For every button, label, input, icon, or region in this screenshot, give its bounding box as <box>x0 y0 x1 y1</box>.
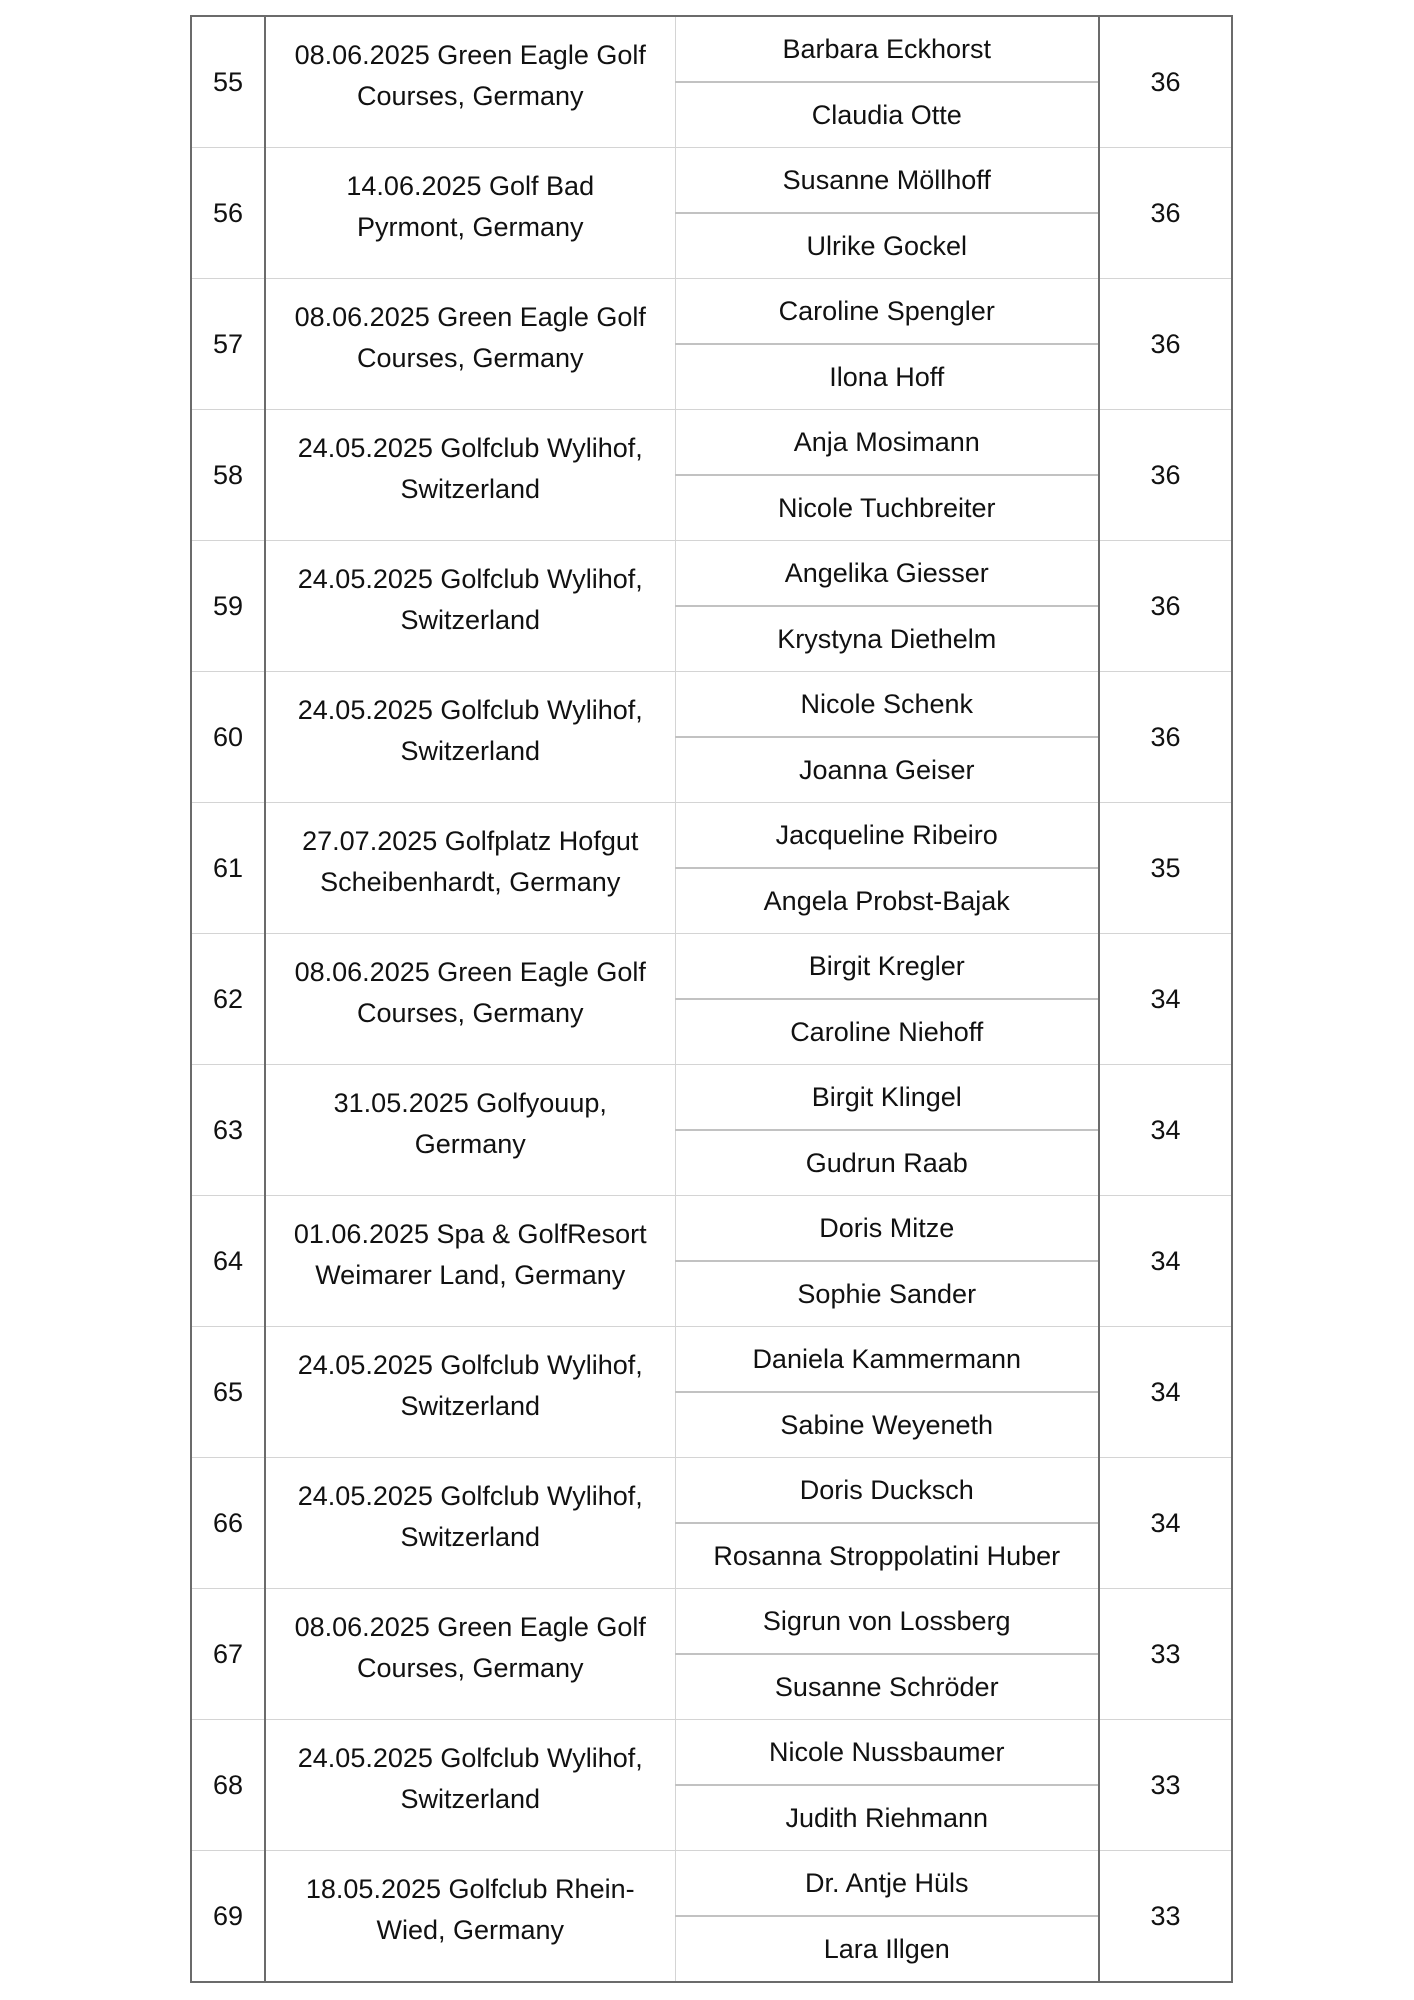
rank-cell: 59 <box>191 541 265 672</box>
player-name-first: Nicole Schenk <box>675 672 1099 738</box>
event-location: Switzerland <box>400 605 541 635</box>
player-name-second: Joanna Geiser <box>675 737 1099 803</box>
rank-cell: 68 <box>191 1720 265 1851</box>
event-date-course: 08.06.2025 Green Eagle Golf <box>294 40 646 70</box>
score-cell: 34 <box>1099 1327 1232 1458</box>
event-date-course: 27.07.2025 Golfplatz Hofgut <box>302 826 639 856</box>
player-name-first: Caroline Spengler <box>675 279 1099 345</box>
player-name-second: Ilona Hoff <box>675 344 1099 410</box>
event-location: Switzerland <box>400 736 541 766</box>
event-date-course: 18.05.2025 Golfclub Rhein- <box>305 1874 635 1904</box>
rank-cell: 57 <box>191 279 265 410</box>
player-name-first: Birgit Klingel <box>675 1065 1099 1131</box>
event-location: Courses, Germany <box>356 1653 584 1683</box>
rank-cell: 63 <box>191 1065 265 1196</box>
table-row <box>191 1589 1232 1655</box>
rank-cell: 69 <box>191 1851 265 1983</box>
score-cell: 34 <box>1099 1196 1232 1327</box>
results-table-body <box>191 16 1232 1982</box>
score-cell: 33 <box>1099 1851 1232 1983</box>
table-row <box>191 1327 1232 1393</box>
player-name-second: Caroline Niehoff <box>675 999 1099 1065</box>
table-row <box>191 279 1232 345</box>
score-cell: 35 <box>1099 803 1232 934</box>
player-name-second: Susanne Schröder <box>675 1654 1099 1720</box>
event-cell <box>265 148 675 279</box>
event-date-course: 08.06.2025 Green Eagle Golf <box>294 957 646 987</box>
event-cell <box>265 1196 675 1327</box>
score-cell: 36 <box>1099 16 1232 148</box>
table-row <box>191 410 1232 476</box>
event-cell <box>265 16 675 148</box>
event-date-course: 01.06.2025 Spa & GolfResort <box>293 1219 647 1249</box>
rank-cell: 66 <box>191 1458 265 1589</box>
event-location: Switzerland <box>400 474 541 504</box>
event-location: Courses, Germany <box>356 343 584 373</box>
player-name-first: Barbara Eckhorst <box>675 16 1099 82</box>
rank-cell: 60 <box>191 672 265 803</box>
table-row <box>191 803 1232 869</box>
event-cell <box>265 1458 675 1589</box>
rank-cell: 62 <box>191 934 265 1065</box>
event-date-course: 24.05.2025 Golfclub Wylihof, <box>297 1481 643 1511</box>
event-location: Wied, Germany <box>376 1915 565 1945</box>
rank-cell: 64 <box>191 1196 265 1327</box>
player-name-second: Gudrun Raab <box>675 1130 1099 1196</box>
event-location: Switzerland <box>400 1784 541 1814</box>
player-name-first: Doris Mitze <box>675 1196 1099 1262</box>
table-row <box>191 672 1232 738</box>
player-name-second: Angela Probst-Bajak <box>675 868 1099 934</box>
score-cell: 36 <box>1099 148 1232 279</box>
event-date-course: 24.05.2025 Golfclub Wylihof, <box>297 1350 643 1380</box>
rank-cell: 61 <box>191 803 265 934</box>
event-location: Scheibenhardt, Germany <box>320 867 621 897</box>
event-date-course: 08.06.2025 Green Eagle Golf <box>294 302 646 332</box>
player-name-first: Jacqueline Ribeiro <box>675 803 1099 869</box>
rank-cell: 55 <box>191 16 265 148</box>
event-location: Courses, Germany <box>356 998 584 1028</box>
table-row <box>191 1720 1232 1786</box>
player-name-first: Dr. Antje Hüls <box>675 1851 1099 1917</box>
score-cell: 36 <box>1099 410 1232 541</box>
player-name-second: Rosanna Stroppolatini Huber <box>675 1523 1099 1589</box>
event-date-course: 24.05.2025 Golfclub Wylihof, <box>297 695 643 725</box>
event-cell <box>265 410 675 541</box>
event-cell <box>265 1327 675 1458</box>
event-cell <box>265 1065 675 1196</box>
player-name-second: Nicole Tuchbreiter <box>675 475 1099 541</box>
score-cell: 34 <box>1099 934 1232 1065</box>
table-row <box>191 934 1232 1000</box>
player-name-second: Ulrike Gockel <box>675 213 1099 279</box>
event-cell <box>265 279 675 410</box>
event-cell <box>265 803 675 934</box>
player-name-second: Sabine Weyeneth <box>675 1392 1099 1458</box>
score-cell: 36 <box>1099 279 1232 410</box>
table-row <box>191 148 1232 214</box>
event-date-course: 24.05.2025 Golfclub Wylihof, <box>297 1743 643 1773</box>
player-name-second: Krystyna Diethelm <box>675 606 1099 672</box>
event-cell <box>265 1851 675 1983</box>
player-name-second: Lara Illgen <box>675 1916 1099 1982</box>
event-cell <box>265 934 675 1065</box>
rank-cell: 65 <box>191 1327 265 1458</box>
event-location: Courses, Germany <box>356 81 584 111</box>
event-location: Switzerland <box>400 1391 541 1421</box>
player-name-first: Nicole Nussbaumer <box>675 1720 1099 1786</box>
rank-cell: 58 <box>191 410 265 541</box>
event-date-course: 24.05.2025 Golfclub Wylihof, <box>297 564 643 594</box>
table-row <box>191 1458 1232 1524</box>
event-cell <box>265 541 675 672</box>
player-name-first: Daniela Kammermann <box>675 1327 1099 1393</box>
score-cell: 36 <box>1099 672 1232 803</box>
score-cell: 33 <box>1099 1720 1232 1851</box>
score-cell: 36 <box>1099 541 1232 672</box>
player-name-first: Doris Ducksch <box>675 1458 1099 1524</box>
event-location: Switzerland <box>400 1522 541 1552</box>
event-location: Pyrmont, Germany <box>356 212 584 242</box>
player-name-first: Birgit Kregler <box>675 934 1099 1000</box>
player-name-first: Angelika Giesser <box>675 541 1099 607</box>
player-name-second: Sophie Sander <box>675 1261 1099 1327</box>
rank-cell: 56 <box>191 148 265 279</box>
score-cell: 33 <box>1099 1589 1232 1720</box>
player-name-first: Susanne Möllhoff <box>675 148 1099 214</box>
table-row <box>191 1065 1232 1131</box>
event-date-course: 14.06.2025 Golf Bad <box>346 171 595 201</box>
table-row <box>191 541 1232 607</box>
event-cell <box>265 1720 675 1851</box>
score-cell: 34 <box>1099 1065 1232 1196</box>
player-name-first: Sigrun von Lossberg <box>675 1589 1099 1655</box>
player-name-first: Anja Mosimann <box>675 410 1099 476</box>
event-location: Weimarer Land, Germany <box>315 1260 626 1290</box>
event-cell <box>265 672 675 803</box>
table-row <box>191 1196 1232 1262</box>
table-row <box>191 16 1232 82</box>
event-location: Germany <box>414 1129 526 1159</box>
event-date-course: 31.05.2025 Golfyouup, <box>333 1088 607 1118</box>
score-cell: 34 <box>1099 1458 1232 1589</box>
event-date-course: 08.06.2025 Green Eagle Golf <box>294 1612 646 1642</box>
table-row <box>191 1851 1232 1917</box>
player-name-second: Judith Riehmann <box>675 1785 1099 1851</box>
event-cell <box>265 1589 675 1720</box>
rank-cell: 67 <box>191 1589 265 1720</box>
event-date-course: 24.05.2025 Golfclub Wylihof, <box>297 433 643 463</box>
player-name-second: Claudia Otte <box>675 82 1099 148</box>
results-table <box>190 15 1233 1983</box>
